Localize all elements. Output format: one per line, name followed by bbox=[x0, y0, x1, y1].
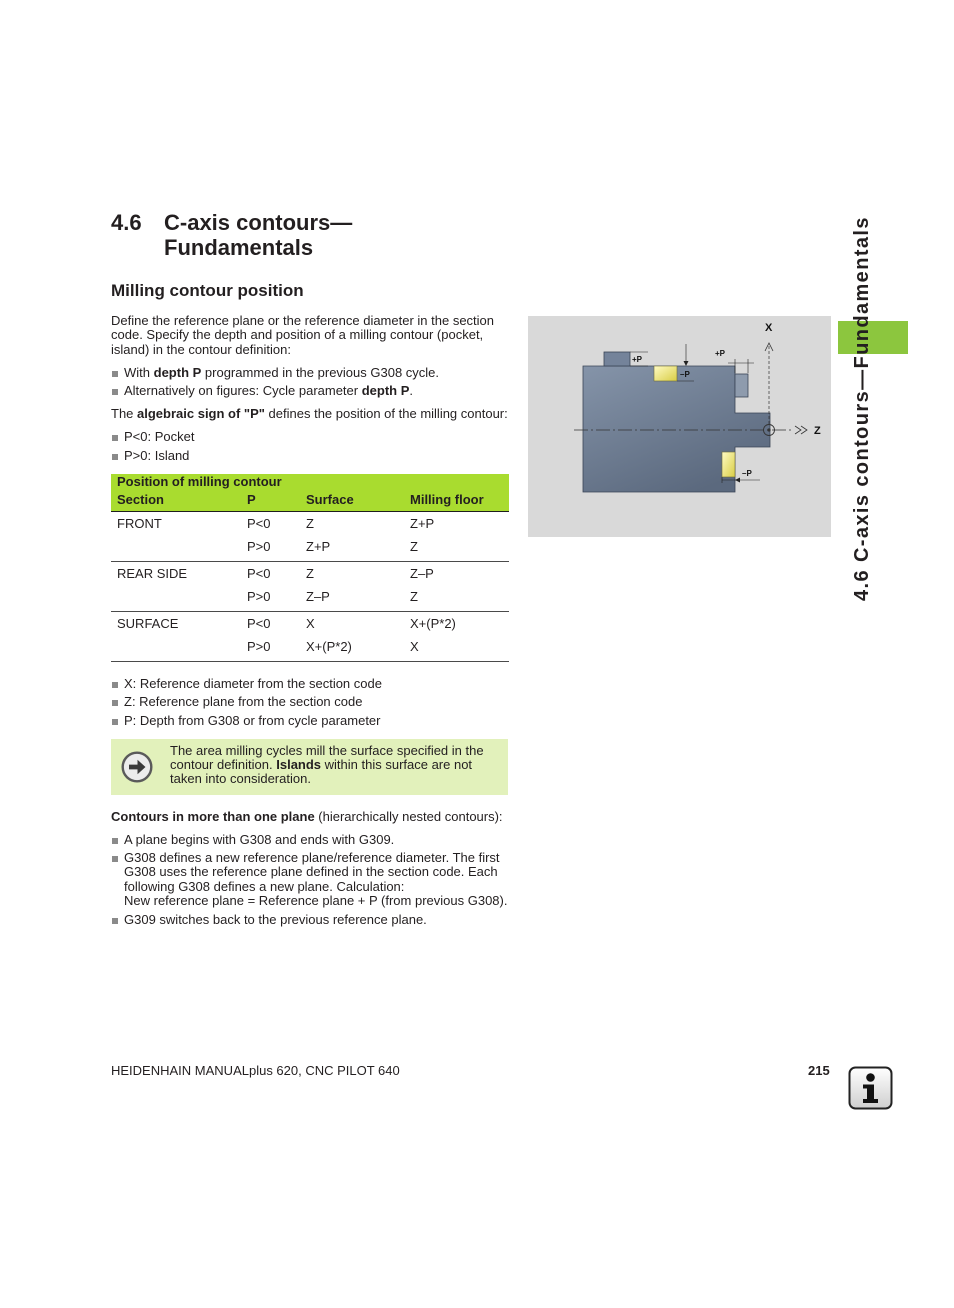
bullet-square-icon bbox=[112, 856, 118, 862]
top-island bbox=[604, 352, 630, 366]
top-pocket-label: –P bbox=[680, 370, 690, 379]
floor-cell: X bbox=[410, 639, 419, 654]
bullet-item bbox=[111, 430, 516, 444]
bullet-item bbox=[111, 833, 516, 847]
subheading: Milling contour position bbox=[111, 281, 304, 300]
bullet-item bbox=[111, 384, 516, 398]
text-run: within this surface are not taken into consideration. bbox=[170, 756, 473, 787]
bullet-text bbox=[124, 384, 516, 398]
bullet-item bbox=[111, 677, 516, 691]
arrow-circle-right-icon bbox=[121, 751, 153, 783]
heading-line-1 bbox=[111, 210, 352, 235]
column-header: Section bbox=[117, 492, 164, 507]
text-run: With bbox=[124, 365, 154, 380]
floor-cell: Z–P bbox=[410, 566, 434, 581]
column-header: Surface bbox=[306, 492, 354, 507]
bullet-square-icon bbox=[112, 435, 118, 441]
footer-manual-title: HEIDENHAIN MANUALplus 620, CNC PILOT 640 bbox=[111, 1063, 400, 1078]
page-number: 215 bbox=[808, 1063, 830, 1078]
surface-cell: Z–P bbox=[306, 589, 330, 604]
surface-cell: X bbox=[306, 616, 315, 631]
bullet-item bbox=[111, 851, 516, 909]
column-header: Milling floor bbox=[410, 492, 484, 507]
bullet-item bbox=[111, 366, 516, 380]
table-title: Position of milling contour bbox=[117, 474, 282, 489]
bullet-text: P>0: Island bbox=[124, 448, 190, 463]
bullet-square-icon bbox=[112, 682, 118, 688]
p-cell: P>0 bbox=[247, 639, 271, 654]
formula-line: New reference plane = Reference plane + P (from previous G308). bbox=[124, 893, 508, 909]
text-run: Alternatively on figures: Cycle parameter bbox=[124, 383, 362, 398]
note-text bbox=[170, 744, 495, 787]
side-island bbox=[735, 374, 748, 397]
text-run: The bbox=[111, 406, 138, 421]
text-run: defines the position of the milling contour: bbox=[264, 406, 508, 421]
table-row bbox=[111, 612, 509, 635]
sign-paragraph bbox=[111, 407, 511, 421]
bullet-text: X: Reference diameter from the section code bbox=[124, 676, 382, 691]
table-header-row bbox=[111, 489, 509, 511]
bullet-text bbox=[124, 851, 516, 909]
section-cell: FRONT bbox=[117, 516, 162, 531]
bullet-text: P<0: Pocket bbox=[124, 429, 195, 444]
bullet-item bbox=[111, 714, 516, 728]
section-cell: REAR SIDE bbox=[117, 566, 188, 581]
table-row bbox=[111, 562, 509, 585]
table-group bbox=[111, 562, 509, 612]
bullet-square-icon bbox=[112, 700, 118, 706]
floor-cell: Z bbox=[410, 589, 418, 604]
bold-run: algebraic sign of "P" bbox=[137, 406, 265, 421]
table-row bbox=[111, 585, 509, 608]
p-cell: P<0 bbox=[247, 616, 271, 631]
bullet-square-icon bbox=[112, 918, 118, 924]
side-tab-label: 4.6 C-axis contours—Fundamentals bbox=[851, 216, 873, 601]
info-icon bbox=[848, 1066, 893, 1110]
bold-run: Contours in more than one plane bbox=[111, 809, 315, 824]
section-cell bbox=[111, 535, 241, 558]
bullet-item bbox=[111, 695, 516, 709]
bold-run: depth P bbox=[361, 383, 410, 398]
heading-line-2: Fundamentals bbox=[164, 235, 314, 260]
intro-paragraph: Define the reference plane or the reference diameter in the section code. Specify the depth and position of a milling contour (pocket, island) in the contour definition: bbox=[111, 313, 495, 357]
bullet-item bbox=[111, 449, 516, 463]
surface-cell: Z bbox=[306, 516, 314, 531]
text-run: G308 defines a new reference plane/reference diameter. The first G308 uses the reference plane defined in the section code. Each following G308 defines a new plane. Calculation: bbox=[124, 850, 500, 894]
note-box bbox=[111, 739, 508, 795]
bold-run: depth P bbox=[153, 365, 202, 380]
heading-text: C-axis contours— bbox=[164, 210, 353, 235]
bullet-text: G309 switches back to the previous reference plane. bbox=[124, 912, 427, 927]
table-header bbox=[111, 474, 509, 512]
table-row bbox=[111, 535, 509, 558]
bold-run: Islands bbox=[276, 756, 322, 772]
floor-cell: X+(P*2) bbox=[410, 616, 456, 631]
side-pocket-label: –P bbox=[742, 469, 752, 478]
section-cell: SURFACE bbox=[117, 616, 179, 631]
p-cell: P<0 bbox=[247, 566, 271, 581]
bullet-square-icon bbox=[112, 371, 118, 377]
table-group bbox=[111, 512, 509, 562]
p-cell: P<0 bbox=[247, 516, 271, 531]
surface-cell: Z+P bbox=[306, 539, 331, 554]
top-island-label: +P bbox=[632, 355, 643, 364]
nested-paragraph bbox=[111, 810, 511, 824]
text-run: . bbox=[409, 383, 414, 398]
floor-cell: Z bbox=[410, 539, 418, 554]
bullet-square-icon bbox=[112, 719, 118, 725]
z-axis-label: Z bbox=[814, 425, 821, 437]
text-run: programmed in the previous G308 cycle. bbox=[201, 365, 440, 380]
table-row bbox=[111, 635, 509, 658]
bullet-text: Z: Reference plane from the section code bbox=[124, 694, 363, 709]
table-row bbox=[111, 512, 509, 535]
datum-marker-center bbox=[767, 428, 770, 431]
section-heading bbox=[111, 210, 352, 260]
floor-cell: Z+P bbox=[410, 516, 435, 531]
text-run: (hierarchically nested contours): bbox=[314, 809, 503, 824]
bullet-square-icon bbox=[112, 454, 118, 460]
top-pocket bbox=[654, 366, 677, 381]
side-island-label: +P bbox=[715, 349, 726, 358]
column-header: P bbox=[247, 492, 256, 507]
section-cell bbox=[111, 585, 241, 608]
bullet-square-icon bbox=[112, 389, 118, 395]
p-cell: P>0 bbox=[247, 539, 271, 554]
bullet-item bbox=[111, 913, 516, 927]
bullet-square-icon bbox=[112, 838, 118, 844]
bullet-text bbox=[124, 366, 516, 380]
surface-cell: X+(P*2) bbox=[306, 639, 352, 654]
x-axis-label: X bbox=[765, 322, 773, 334]
surface-cell: Z bbox=[306, 566, 314, 581]
text-run: The area milling cycles mill the surface specified in the contour definition. bbox=[170, 742, 484, 772]
bullet-text: P: Depth from G308 or from cycle parameter bbox=[124, 713, 381, 728]
p-cell: P>0 bbox=[247, 589, 271, 604]
milling-position-table bbox=[111, 474, 509, 662]
side-pocket bbox=[722, 452, 735, 477]
section-number: 4.6 bbox=[111, 210, 142, 235]
bullet-text: A plane begins with G308 and ends with G309. bbox=[124, 832, 395, 847]
table-group bbox=[111, 612, 509, 662]
section-cell bbox=[111, 635, 241, 658]
milling-contour-figure bbox=[528, 316, 831, 537]
